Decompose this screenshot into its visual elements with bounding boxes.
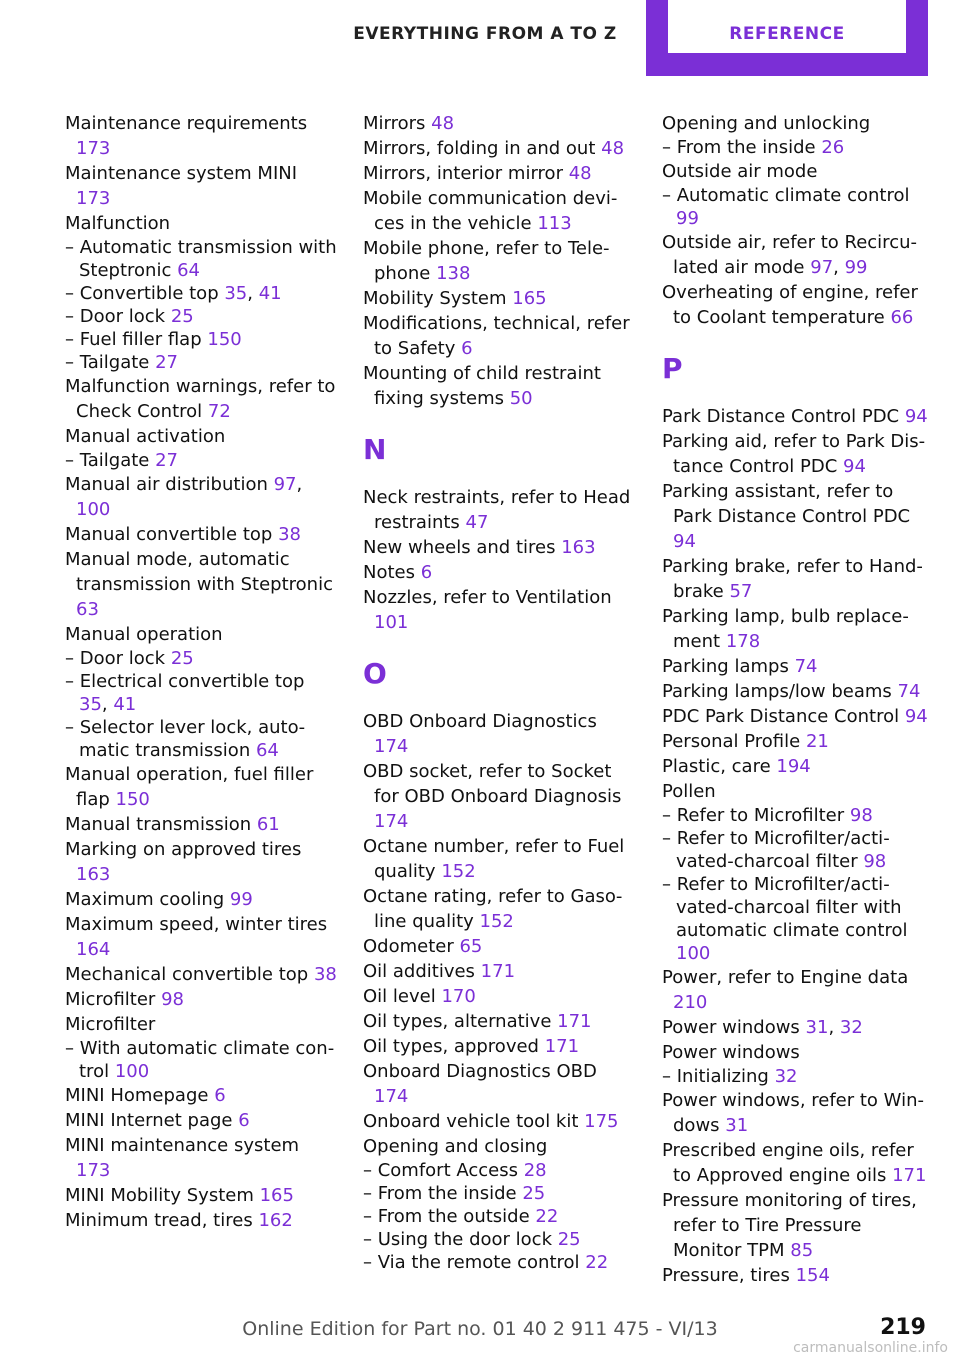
entry-text: Oil level bbox=[363, 986, 436, 1007]
index-entry bbox=[363, 535, 635, 560]
page-link[interactable]: 163 bbox=[76, 864, 111, 885]
entry-text: – Electrical convertible top bbox=[65, 671, 305, 692]
index-entry bbox=[662, 554, 934, 604]
page-link[interactable]: 152 bbox=[441, 861, 476, 882]
index-entry bbox=[65, 622, 337, 647]
page-link[interactable]: 31 bbox=[725, 1115, 749, 1136]
index-entry bbox=[65, 522, 337, 547]
entry-text: Onboard Diagnostics OBD bbox=[363, 1061, 597, 1082]
index-letter-heading: P bbox=[662, 352, 683, 385]
reference-tab bbox=[646, 0, 928, 76]
entry-text: Nozzles, refer to Ventilation bbox=[363, 587, 612, 608]
page-link[interactable]: 41 bbox=[258, 283, 282, 304]
entry-text: Park Distance Control PDC bbox=[662, 406, 900, 427]
index-subentry bbox=[65, 305, 337, 328]
entry-text: MINI maintenance system bbox=[65, 1135, 300, 1156]
index-entry: Power windows 31, 32 bbox=[662, 1017, 863, 1038]
index-entry bbox=[65, 1208, 337, 1233]
page-link[interactable]: 94 bbox=[904, 406, 928, 427]
page-link[interactable]: 26 bbox=[821, 137, 845, 158]
page-link[interactable]: 98 bbox=[161, 989, 184, 1010]
page-link[interactable]: 150 bbox=[207, 329, 242, 350]
index-entry bbox=[65, 887, 337, 912]
index-column-1 bbox=[65, 111, 337, 1233]
page-link[interactable]: 38 bbox=[313, 964, 337, 985]
entry-text: Mobile communication devices in the vehicle bbox=[363, 188, 618, 234]
page-link[interactable]: 48 bbox=[601, 138, 625, 159]
page-link[interactable]: 25 bbox=[522, 1183, 546, 1204]
index-entry bbox=[662, 729, 934, 754]
index-column-2 bbox=[363, 111, 635, 1274]
index-entry bbox=[65, 111, 337, 161]
page-link[interactable]: 113 bbox=[537, 213, 572, 234]
entry-text: – Comfort Access bbox=[363, 1160, 518, 1181]
page-link[interactable]: 85 bbox=[790, 1240, 814, 1261]
index-entry bbox=[363, 884, 635, 934]
index-subentry bbox=[662, 804, 934, 827]
entry-text: MINI Homepage bbox=[65, 1085, 209, 1106]
index-entry bbox=[662, 429, 934, 479]
index-entry bbox=[65, 1183, 337, 1208]
index-subentry bbox=[363, 1182, 635, 1205]
entry-text: Marking on approved tires bbox=[65, 839, 302, 860]
page-link[interactable]: 97 bbox=[273, 474, 297, 495]
entry-text: Manual operation bbox=[65, 624, 223, 645]
entry-text: Manual convertible top bbox=[65, 524, 273, 545]
index-entry bbox=[65, 762, 337, 812]
index-entry bbox=[65, 211, 337, 236]
index-entry bbox=[662, 404, 934, 429]
page-link[interactable]: 101 bbox=[374, 612, 409, 633]
page-link[interactable]: 31 bbox=[805, 1017, 829, 1038]
index-subentry bbox=[65, 328, 337, 351]
page-link[interactable]: 100 bbox=[76, 499, 111, 520]
page-link[interactable]: 171 bbox=[480, 961, 516, 982]
index-entry bbox=[662, 1263, 934, 1288]
page-link[interactable]: 165 bbox=[512, 288, 547, 309]
page-link[interactable]: 100 bbox=[676, 943, 711, 964]
index-entry bbox=[65, 912, 337, 962]
entry-text: Maximum cooling bbox=[65, 889, 225, 910]
page-link[interactable]: 35 bbox=[79, 694, 102, 715]
entry-text: – With automatic climate control bbox=[65, 1038, 335, 1082]
page-link[interactable]: 163 bbox=[561, 537, 596, 558]
page-link[interactable]: 98 bbox=[849, 805, 873, 826]
entry-text: Outside air, refer to Recirculated air mode bbox=[662, 232, 917, 278]
page-link[interactable]: 94 bbox=[673, 531, 696, 552]
index-entry bbox=[363, 311, 635, 361]
index-entry bbox=[65, 812, 337, 837]
index-entry bbox=[65, 987, 337, 1012]
index-subentry bbox=[65, 236, 337, 282]
entry-text: Pressure, tires bbox=[662, 1265, 790, 1286]
index-subentry bbox=[662, 827, 934, 873]
index-entry bbox=[662, 604, 934, 654]
index-subentry bbox=[662, 1065, 934, 1088]
page-link[interactable]: 50 bbox=[509, 388, 533, 409]
entry-text: Manual activation bbox=[65, 426, 226, 447]
entry-text: – Convertible top bbox=[65, 283, 219, 304]
index-entry bbox=[65, 374, 337, 424]
index-entry bbox=[662, 1138, 934, 1188]
watermark: carmanualsonline.info bbox=[793, 1340, 948, 1356]
entry-text: Malfunction warnings, refer to Check Control bbox=[65, 376, 336, 422]
page-link[interactable]: 194 bbox=[776, 756, 811, 777]
index-entry bbox=[65, 837, 337, 887]
index-entry bbox=[662, 754, 934, 779]
index-entry bbox=[363, 585, 635, 635]
page-link[interactable]: 210 bbox=[673, 992, 708, 1013]
index-subentry bbox=[363, 1228, 635, 1251]
page-link[interactable]: 171 bbox=[557, 1011, 592, 1032]
index-entry bbox=[363, 186, 635, 236]
entry-text: New wheels and tires bbox=[363, 537, 556, 558]
page-link[interactable]: 173 bbox=[76, 188, 111, 209]
index-subentry bbox=[363, 1251, 635, 1274]
entry-text: Notes bbox=[363, 562, 415, 583]
page-link[interactable]: 25 bbox=[170, 648, 194, 669]
page-link[interactable]: 64 bbox=[255, 740, 279, 761]
entry-text: Mechanical convertible top bbox=[65, 964, 309, 985]
page-link[interactable]: 48 bbox=[568, 163, 592, 184]
index-entry bbox=[363, 984, 635, 1009]
index-entry bbox=[662, 1088, 934, 1138]
index-entry bbox=[662, 479, 934, 554]
index-entry bbox=[363, 1134, 635, 1159]
page-link[interactable]: 99 bbox=[844, 257, 868, 278]
entry-text: Power, refer to Engine data bbox=[662, 967, 909, 988]
page-link[interactable]: 6 bbox=[420, 562, 433, 583]
page-link[interactable]: 72 bbox=[207, 401, 231, 422]
entry-text: OBD Onboard Diagnostics bbox=[363, 711, 597, 732]
page-link[interactable]: 63 bbox=[76, 599, 99, 620]
entry-text: MINI Mobility System bbox=[65, 1185, 254, 1206]
page-link[interactable]: 32 bbox=[839, 1017, 863, 1038]
page-link[interactable]: 22 bbox=[535, 1206, 559, 1227]
entry-text: – Door lock bbox=[65, 648, 166, 669]
page-link[interactable]: 173 bbox=[76, 1160, 111, 1181]
entry-text: Malfunction bbox=[65, 213, 171, 234]
page-link[interactable]: 6 bbox=[238, 1110, 250, 1131]
entry-text: Modifications, technical, refer to Safety bbox=[363, 313, 630, 359]
entry-text: Power windows bbox=[662, 1042, 800, 1063]
entry-text: – Refer to Microfilter/activated-charcoal filter bbox=[662, 828, 890, 872]
page-link[interactable]: 174 bbox=[374, 1086, 409, 1107]
entry-text: Pressure monitoring of tires, refer to Tire Pressure Monitor TPM bbox=[662, 1190, 917, 1261]
page-link[interactable]: 6 bbox=[214, 1085, 226, 1106]
entry-text: Opening and unlocking bbox=[662, 113, 871, 134]
entry-text: – Initializing bbox=[662, 1066, 769, 1087]
page-link[interactable]: 35 bbox=[224, 283, 248, 304]
page-link[interactable]: 171 bbox=[544, 1036, 580, 1057]
page-link[interactable]: 173 bbox=[76, 138, 111, 159]
entry-text: Parking assistant, refer to Park Distance Control PDC bbox=[662, 481, 911, 527]
reference-tab-label: REFERENCE bbox=[668, 0, 906, 53]
index-subentry bbox=[363, 1205, 635, 1228]
entry-text: Pollen bbox=[662, 781, 716, 802]
entry-text: Mirrors, folding in and out bbox=[363, 138, 596, 159]
entry-text: – From the outside bbox=[363, 1206, 530, 1227]
entry-text: Manual air distribution bbox=[65, 474, 268, 495]
index-entry: Outside air, refer to Recirculated air mode 97, 99 bbox=[662, 232, 917, 278]
page-link[interactable]: 27 bbox=[155, 352, 178, 373]
entry-text: Opening and closing bbox=[363, 1136, 548, 1157]
entry-text: – Selector lever lock, automatic transmission bbox=[65, 717, 306, 761]
index-entry bbox=[363, 560, 635, 585]
entry-text: Oil types, alternative bbox=[363, 1011, 552, 1032]
page-link[interactable]: 152 bbox=[479, 911, 514, 932]
index-entry bbox=[363, 759, 635, 834]
index-entry bbox=[65, 424, 337, 449]
entry-text: Power windows bbox=[662, 1017, 800, 1038]
page-number: 219 bbox=[880, 1315, 926, 1340]
page-link[interactable]: 98 bbox=[863, 851, 887, 872]
entry-text: Manual transmission bbox=[65, 814, 252, 835]
entry-text: Plastic, care bbox=[662, 756, 771, 777]
entry-text: Parking aid, refer to Park Distance Control PDC bbox=[662, 431, 926, 477]
index-entry bbox=[65, 1108, 337, 1133]
page-link[interactable]: 150 bbox=[115, 789, 150, 810]
page-link[interactable]: 25 bbox=[170, 306, 194, 327]
page-link[interactable]: 65 bbox=[459, 936, 483, 957]
page-link[interactable]: 22 bbox=[585, 1252, 609, 1273]
index-entry bbox=[363, 959, 635, 984]
entry-text: Parking lamps/low beams bbox=[662, 681, 892, 702]
index-entry bbox=[363, 236, 635, 286]
entry-text: Personal Profile bbox=[662, 731, 801, 752]
page-link[interactable]: 171 bbox=[892, 1165, 927, 1186]
index-entry bbox=[662, 779, 934, 804]
page-link[interactable]: 100 bbox=[114, 1061, 150, 1082]
entry-text: Octane rating, refer to Gasoline quality bbox=[363, 886, 623, 932]
page-link[interactable]: 138 bbox=[436, 263, 471, 284]
index-entry bbox=[363, 1034, 635, 1059]
entry-text: Mounting of child restraint fixing systems bbox=[363, 363, 601, 409]
entry-text: – Refer to Microfilter bbox=[662, 805, 845, 826]
entry-text: Maintenance system MINI bbox=[65, 163, 298, 184]
index-entry bbox=[662, 1188, 934, 1263]
page-link[interactable]: 21 bbox=[805, 731, 829, 752]
page-link[interactable]: 48 bbox=[431, 113, 455, 134]
index-entry bbox=[662, 965, 934, 1015]
entry-text: Manual operation, fuel filler flap bbox=[65, 764, 314, 810]
entry-text: MINI Internet page bbox=[65, 1110, 233, 1131]
page-link[interactable]: 170 bbox=[441, 986, 476, 1007]
entry-text: – From the inside bbox=[363, 1183, 517, 1204]
page-link[interactable]: 64 bbox=[177, 260, 201, 281]
index-entry bbox=[363, 361, 635, 411]
index-entry bbox=[363, 485, 635, 535]
section-title: EVERYTHING FROM A TO Z bbox=[353, 24, 617, 44]
index-entry bbox=[662, 159, 934, 184]
entry-text: Mobile phone, refer to Telephone bbox=[363, 238, 610, 284]
index-entry bbox=[65, 161, 337, 211]
entry-text: – Door lock bbox=[65, 306, 166, 327]
index-entry bbox=[65, 1083, 337, 1108]
page-link[interactable]: 162 bbox=[258, 1210, 293, 1231]
page-link[interactable]: 94 bbox=[904, 706, 928, 727]
entry-text: Mirrors, interior mirror bbox=[363, 163, 563, 184]
index-subentry bbox=[662, 184, 934, 230]
page-link[interactable]: 66 bbox=[890, 307, 914, 328]
entry-text: Overheating of engine, refer to Coolant temperature bbox=[662, 282, 918, 328]
entry-text: Maximum speed, winter tires bbox=[65, 914, 328, 935]
entry-text: Microfilter bbox=[65, 989, 156, 1010]
index-letter-heading: N bbox=[363, 433, 387, 466]
index-entry bbox=[65, 962, 337, 987]
page-link[interactable]: 38 bbox=[278, 524, 301, 545]
entry-text: – Tailgate bbox=[65, 450, 150, 471]
edition-footer: Online Edition for Part no. 01 40 2 911 475 - VI/13 bbox=[242, 1318, 718, 1340]
index-subentry bbox=[363, 1159, 635, 1182]
page-link[interactable]: 74 bbox=[794, 656, 818, 677]
entry-text: Outside air mode bbox=[662, 161, 818, 182]
page-link[interactable]: 174 bbox=[374, 736, 409, 757]
index-entry bbox=[65, 547, 337, 622]
entry-text: – Fuel filler flap bbox=[65, 329, 202, 350]
entry-text: – Refer to Microfilter/activated-charcoal filter with automatic climate control bbox=[662, 874, 908, 941]
page-link[interactable]: 6 bbox=[461, 338, 473, 359]
entry-text: Octane number, refer to Fuel quality bbox=[363, 836, 625, 882]
page-link[interactable]: 32 bbox=[774, 1066, 798, 1087]
index-entry bbox=[65, 1133, 337, 1183]
index-entry bbox=[363, 136, 635, 161]
entry-text: – Tailgate bbox=[65, 352, 150, 373]
index-entry bbox=[363, 1009, 635, 1034]
index-entry bbox=[65, 1012, 337, 1037]
page-link[interactable]: 165 bbox=[259, 1185, 294, 1206]
page-link[interactable]: 174 bbox=[374, 811, 409, 832]
entry-text: Parking brake, refer to Handbrake bbox=[662, 556, 923, 602]
index-entry bbox=[363, 834, 635, 884]
page-link[interactable]: 27 bbox=[155, 450, 178, 471]
page-link[interactable]: 94 bbox=[843, 456, 866, 477]
entry-text: Microfilter bbox=[65, 1014, 156, 1035]
index-entry bbox=[363, 161, 635, 186]
index-subentry bbox=[65, 351, 337, 374]
page-link[interactable]: 41 bbox=[113, 694, 137, 715]
page-link[interactable]: 99 bbox=[229, 889, 253, 910]
page-link[interactable]: 175 bbox=[584, 1111, 619, 1132]
entry-text: Oil types, approved bbox=[363, 1036, 539, 1057]
index-entry: Manual air distribution 97, 100 bbox=[65, 474, 303, 520]
index-entry bbox=[363, 111, 635, 136]
entry-text: Oil additives bbox=[363, 961, 475, 982]
entry-text: – Using the door lock bbox=[363, 1229, 552, 1250]
index-subentry bbox=[65, 647, 337, 670]
index-letter-heading: O bbox=[363, 657, 387, 690]
page-link[interactable]: 178 bbox=[725, 631, 761, 652]
index-entry bbox=[662, 704, 934, 729]
entry-text: Parking lamps bbox=[662, 656, 789, 677]
index-subentry bbox=[662, 136, 934, 159]
entry-text: Power windows, refer to Windows bbox=[662, 1090, 924, 1136]
entry-text: – Automatic climate control bbox=[662, 185, 910, 206]
page-link[interactable]: 25 bbox=[557, 1229, 581, 1250]
page-link[interactable]: 164 bbox=[76, 939, 111, 960]
index-entry bbox=[363, 1109, 635, 1134]
index-column-3 bbox=[662, 111, 934, 1288]
index-entry bbox=[662, 679, 934, 704]
entry-text: Prescribed engine oils, refer to Approved engine oils bbox=[662, 1140, 914, 1186]
entry-text: Odometer bbox=[363, 936, 454, 957]
index-entry bbox=[662, 654, 934, 679]
entry-text: Neck restraints, refer to Head restraints bbox=[363, 487, 631, 533]
page-link[interactable]: 99 bbox=[676, 208, 699, 229]
entry-text: Onboard vehicle tool kit bbox=[363, 1111, 579, 1132]
index-subentry bbox=[65, 716, 337, 762]
page-link[interactable]: 61 bbox=[256, 814, 280, 835]
index-entry bbox=[662, 1040, 934, 1065]
entry-text: – From the inside bbox=[662, 137, 816, 158]
index-entry bbox=[662, 111, 934, 136]
entry-text: OBD socket, refer to Socket for OBD Onboard Diagnosis bbox=[363, 761, 622, 807]
index-entry bbox=[662, 280, 934, 330]
entry-text: Maintenance requirements bbox=[65, 113, 308, 134]
index-subentry: – Convertible top 35, 41 bbox=[65, 283, 282, 304]
entry-text: – Automatic transmission with Steptronic bbox=[65, 237, 337, 281]
entry-text: Minimum tread, tires bbox=[65, 1210, 253, 1231]
index-entry bbox=[363, 934, 635, 959]
index-entry bbox=[363, 1059, 635, 1109]
entry-text: Manual mode, automatic transmission with Steptronic bbox=[65, 549, 333, 595]
index-entry bbox=[363, 709, 635, 759]
index-subentry bbox=[662, 873, 934, 965]
page-link[interactable]: 57 bbox=[729, 581, 753, 602]
index-entry bbox=[363, 286, 635, 311]
index-subentry bbox=[65, 449, 337, 472]
entry-text: Parking lamp, bulb replacement bbox=[662, 606, 909, 652]
page-link[interactable]: 28 bbox=[523, 1160, 547, 1181]
entry-text: Mobility System bbox=[363, 288, 507, 309]
index-subentry: – Electrical convertible top 35, 41 bbox=[65, 671, 305, 715]
page-link[interactable]: 47 bbox=[465, 512, 489, 533]
entry-text: PDC Park Distance Control bbox=[662, 706, 900, 727]
page-link[interactable]: 74 bbox=[897, 681, 921, 702]
entry-text: Mirrors bbox=[363, 113, 426, 134]
entry-text: – Via the remote control bbox=[363, 1252, 580, 1273]
index-subentry bbox=[65, 1037, 337, 1083]
page-link[interactable]: 154 bbox=[795, 1265, 830, 1286]
page-link[interactable]: 97 bbox=[810, 257, 834, 278]
